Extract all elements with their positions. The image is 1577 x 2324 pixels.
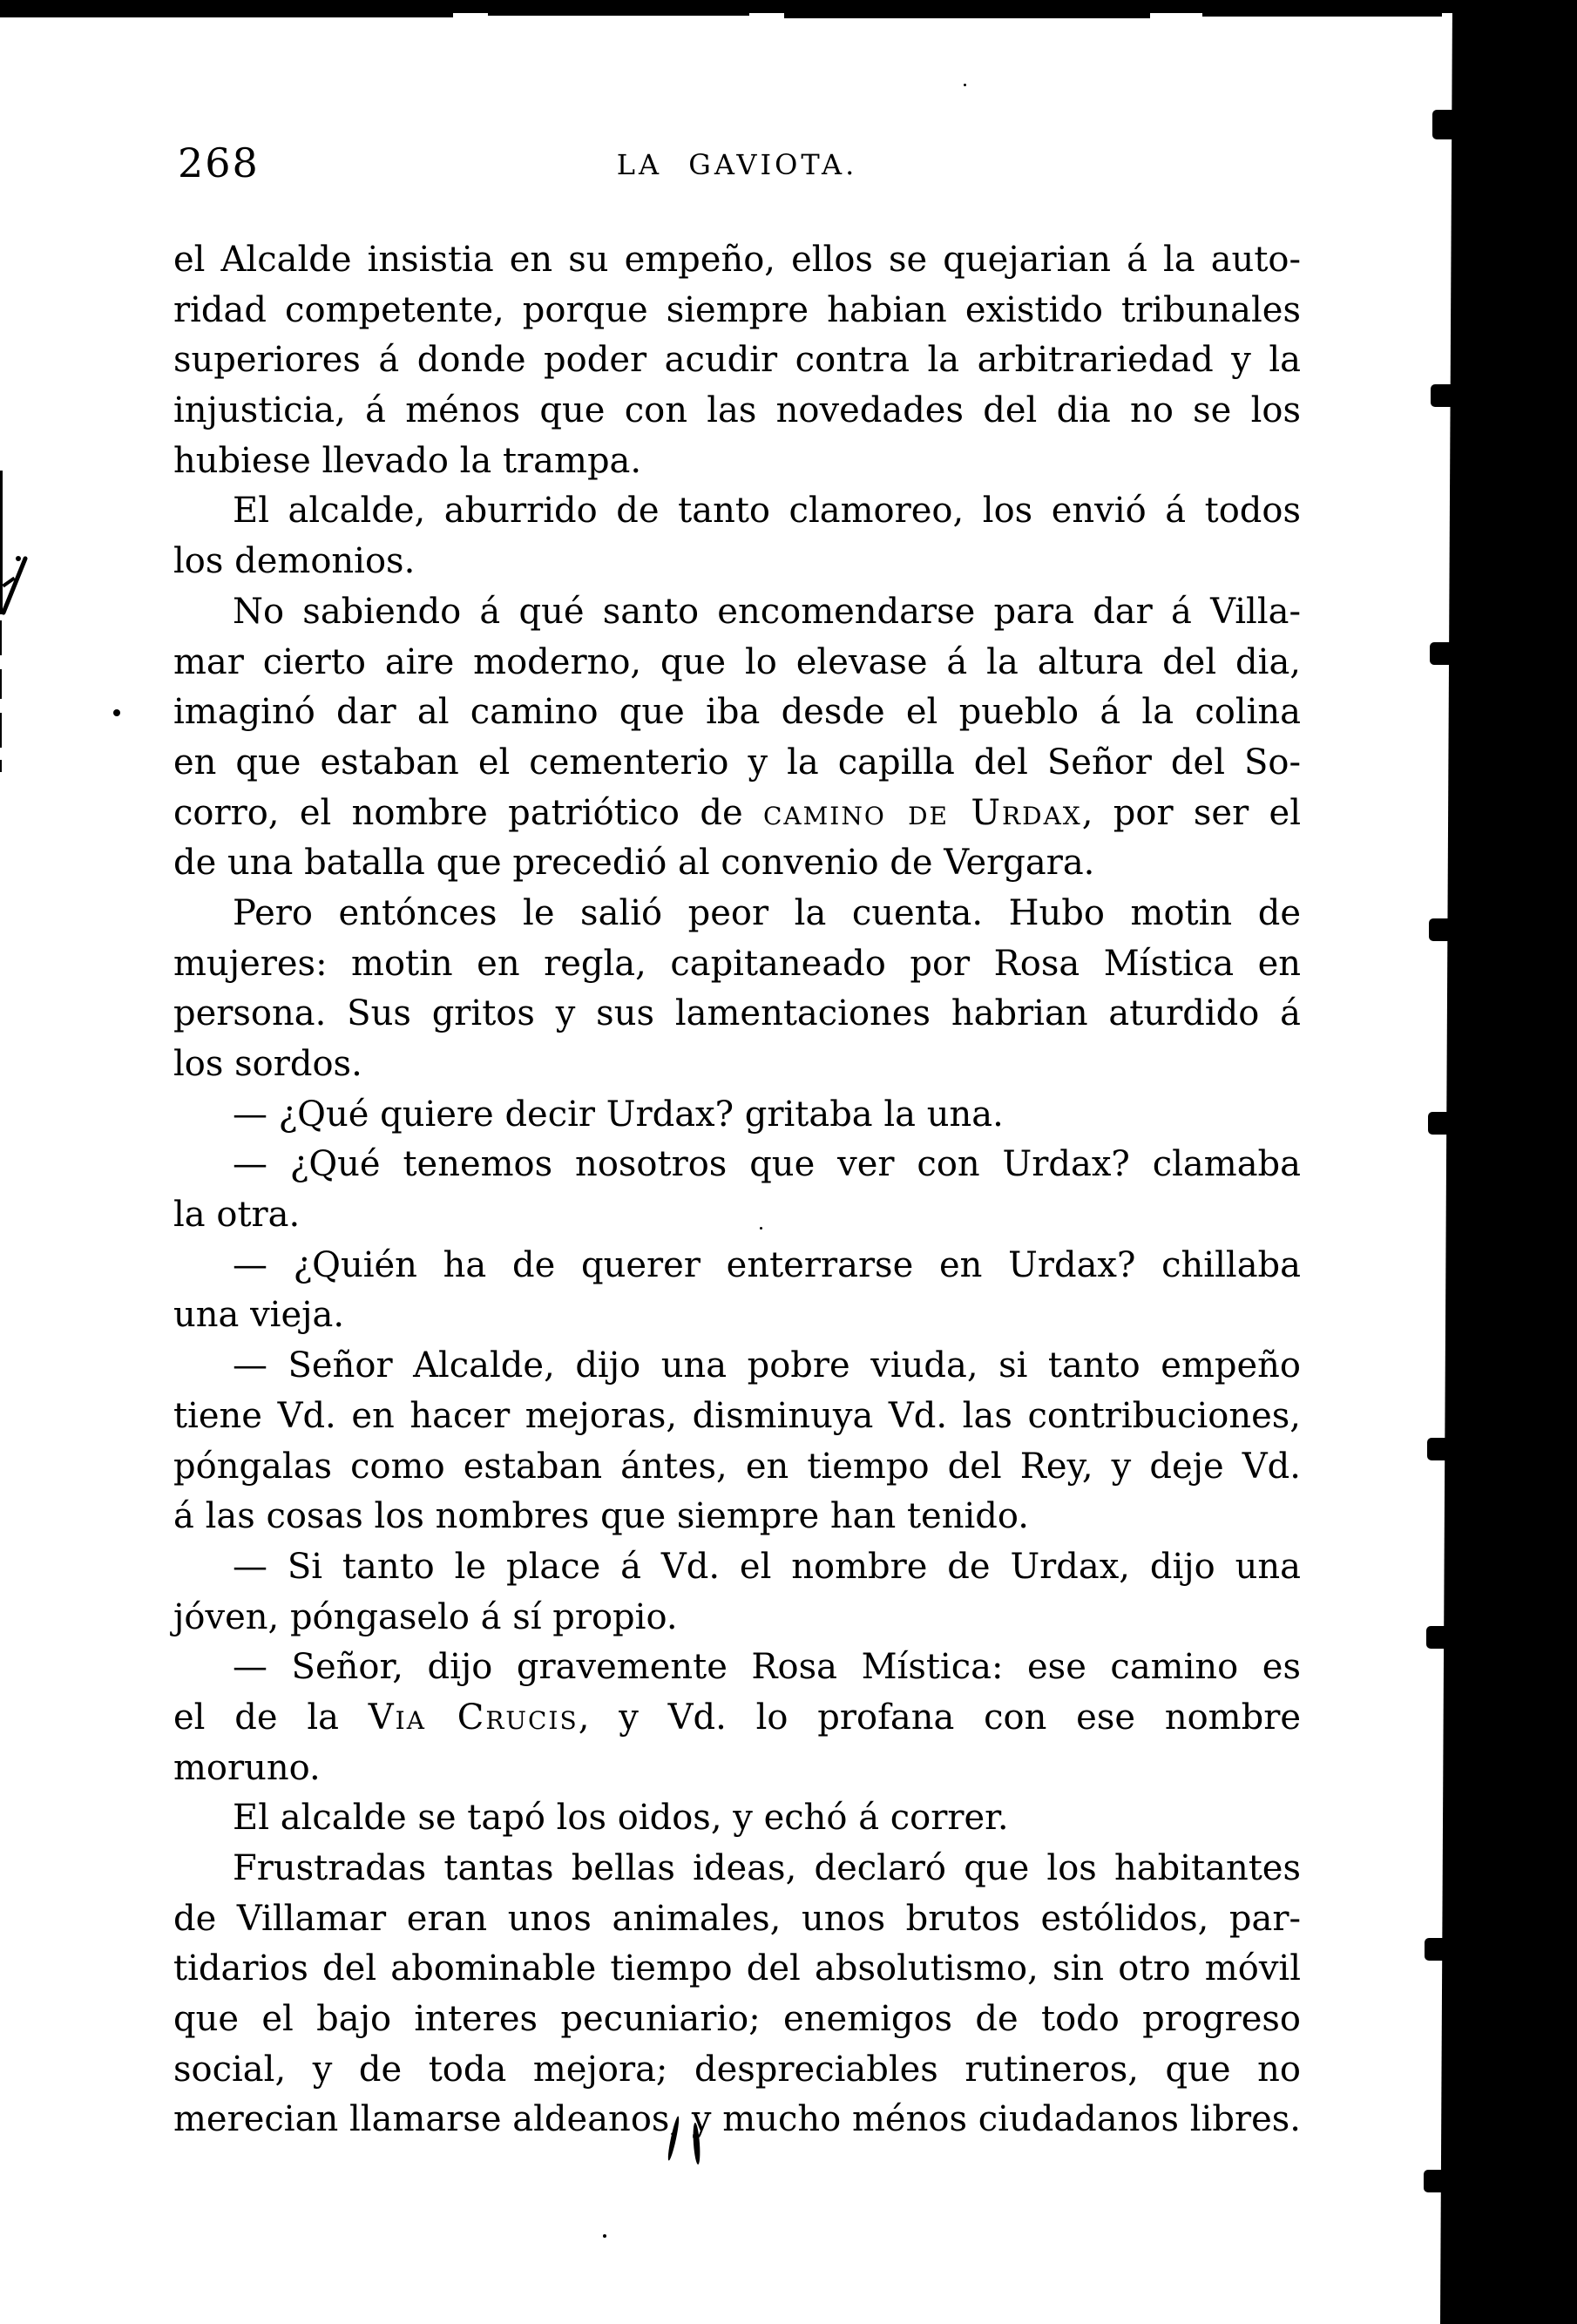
- text-line: [173, 638, 1301, 688]
- running-title: LA GAVIOTA.: [616, 148, 858, 181]
- text-line: [173, 838, 1301, 889]
- text-run: — ¿Qué tenemos nosotros que ver con Urdax? clamaba: [233, 1144, 1301, 1185]
- text-line: [173, 437, 1301, 487]
- gutter-tab-mark: [1424, 2170, 1445, 2192]
- gutter-tab-mark: [1428, 1112, 1449, 1135]
- gutter-tab-mark: [1431, 384, 1452, 407]
- text-line: [173, 738, 1301, 789]
- small-caps-text: camino de Urdax: [762, 792, 1082, 833]
- text-line: [173, 587, 1301, 638]
- small-caps-text: Via Crucis: [368, 1697, 579, 1738]
- text-run: corro, el nombre patriótico de: [173, 792, 763, 833]
- text-run: — Si tanto le place á Vd. el nombre de Urdax, dijo una: [233, 1546, 1301, 1587]
- text-run: — ¿Qué quiere decir Urdax? gritaba la una.: [233, 1094, 1004, 1135]
- text-run: imaginó dar al camino que iba desde el pueblo á la colina: [173, 692, 1301, 733]
- text-run: una vieja.: [173, 1295, 345, 1336]
- gutter-tab-mark: [1425, 1938, 1445, 1961]
- text-line: [173, 1793, 1301, 1844]
- text-line: [173, 1492, 1301, 1542]
- text-line: [173, 2045, 1301, 2096]
- scan-border-top-ragged: [784, 13, 1150, 18]
- text-run: que el bajo interes pecuniario; enemigos de todo progreso: [173, 1999, 1301, 2040]
- text-run: tiene Vd. en hacer mejoras, disminuya Vd. las contribuciones,: [173, 1395, 1301, 1436]
- text-run: de una batalla que precedió al convenio de Vergara.: [173, 843, 1095, 884]
- text-line: [173, 989, 1301, 1040]
- text-line: [173, 1995, 1301, 2045]
- scan-left-edge-line: [0, 760, 2, 772]
- text-run: moruno.: [173, 1747, 321, 1788]
- text-line: [173, 1090, 1301, 1141]
- text-line: [173, 1392, 1301, 1442]
- text-run: en que estaban el cementerio y la capilla del Señor del So-: [173, 742, 1301, 783]
- text-line: [173, 386, 1301, 437]
- gutter-tab-mark: [1430, 642, 1451, 665]
- text-run: tidarios del abominable tiempo del absolutismo, sin otro móvil: [173, 1948, 1301, 1989]
- gutter-tab-mark: [1432, 110, 1453, 139]
- scan-border-top-ragged: [488, 13, 749, 16]
- text-line: [173, 1744, 1301, 1794]
- scan-border-right-gutter: [1440, 0, 1577, 2324]
- text-line: [173, 1442, 1301, 1493]
- text-line: [173, 1593, 1301, 1643]
- text-run: injusticia, á ménos que con las novedades del dia no se los: [173, 390, 1301, 431]
- text-run: — Señor, dijo gravemente Rosa Mística: ese camino es: [233, 1647, 1301, 1688]
- text-run: jóven, póngaselo á sí propio.: [173, 1596, 678, 1637]
- text-run: — Señor Alcalde, dijo una pobre viuda, si tanto empeño: [233, 1345, 1301, 1386]
- text-line: [173, 789, 1301, 839]
- text-line: [173, 688, 1301, 738]
- scan-left-edge-line: [0, 471, 3, 614]
- ink-speck: [964, 84, 966, 86]
- text-run: mar cierto aire moderno, que lo elevase á la altura del dia,: [173, 641, 1301, 682]
- text-line: [173, 1190, 1301, 1241]
- text-line: [173, 1241, 1301, 1291]
- text-line: [173, 1894, 1301, 1945]
- text-line: [173, 335, 1301, 386]
- text-run: , por ser el: [1081, 792, 1302, 833]
- page-body-text: [173, 235, 1301, 2145]
- text-line: [173, 1341, 1301, 1392]
- text-line: [173, 1844, 1301, 1894]
- page-number: 268: [178, 139, 260, 186]
- text-run: Pero entónces le salió peor la cuenta. Hubo motin de: [233, 892, 1301, 933]
- scan-border-top-ragged: [0, 13, 453, 17]
- text-run: No sabiendo á qué santo encomendarse para dar á Villa-: [233, 591, 1301, 632]
- text-run: la otra.: [173, 1195, 301, 1236]
- text-line: [173, 537, 1301, 587]
- scan-border-top: [0, 0, 1577, 13]
- text-line: [173, 1040, 1301, 1090]
- text-run: de Villamar eran unos animales, unos brutos estólidos, par-: [173, 1898, 1301, 1939]
- text-run: hubiese llevado la trampa.: [173, 440, 642, 481]
- text-line: [173, 486, 1301, 537]
- text-line: [173, 1693, 1301, 1744]
- text-run: Frustradas tantas bellas ideas, declaró que los habitantes: [233, 1848, 1301, 1888]
- text-run: , y Vd. lo profana con ese nombre: [578, 1697, 1301, 1738]
- text-line: [173, 1542, 1301, 1593]
- text-run: los sordos.: [173, 1044, 362, 1084]
- text-run: póngalas como estaban ántes, en tiempo del Rey, y deje Vd.: [173, 1446, 1301, 1487]
- text-line: [173, 2095, 1301, 2145]
- text-line: [173, 1291, 1301, 1341]
- text-line: [173, 286, 1301, 336]
- text-run: merecian llamarse aldeanos, y mucho ménos ciudadanos libres.: [173, 2099, 1301, 2140]
- text-run: á las cosas los nombres que siempre han tenido.: [173, 1496, 1029, 1537]
- text-run: mujeres: motin en regla, capitaneado por Rosa Mística en: [173, 943, 1301, 984]
- text-line: [173, 889, 1301, 939]
- text-run: El alcalde, aburrido de tanto clamoreo, los envió á todos: [233, 491, 1301, 532]
- gutter-tab-mark: [1427, 1438, 1448, 1460]
- text-run: superiores á donde poder acudir contra la arbitrariedad y la: [173, 340, 1301, 381]
- text-line: [173, 1140, 1301, 1190]
- text-run: — ¿Quién ha de querer enterrarse en Urdax? chillaba: [233, 1244, 1301, 1285]
- gutter-tab-mark: [1426, 1626, 1447, 1649]
- text-run: el Alcalde insistia en su empeño, ellos se quejarian á la auto-: [173, 240, 1301, 280]
- scan-border-top-ragged: [1202, 13, 1442, 17]
- scan-left-edge-line: [0, 620, 2, 655]
- scan-left-edge-line: [0, 713, 2, 748]
- text-line: [173, 1944, 1301, 1995]
- gutter-tab-mark: [1429, 918, 1450, 941]
- text-line: [173, 235, 1301, 286]
- ink-speck: [603, 2234, 606, 2238]
- ink-speck: [113, 709, 120, 716]
- scan-left-edge-line: [0, 669, 2, 699]
- text-line: [173, 939, 1301, 990]
- text-line: [173, 1643, 1301, 1693]
- text-run: ridad competente, porque siempre habian existido tribunales: [173, 289, 1301, 330]
- text-run: persona. Sus gritos y sus lamentaciones habrian aturdido á: [173, 993, 1301, 1034]
- text-run: el de la: [173, 1697, 369, 1738]
- ink-speck: [16, 556, 21, 561]
- text-run: los demonios.: [173, 541, 416, 582]
- text-run: social, y de toda mejora; despreciables rutineros, que no: [173, 2049, 1301, 2090]
- text-run: El alcalde se tapó los oidos, y echó á correr.: [233, 1798, 1009, 1839]
